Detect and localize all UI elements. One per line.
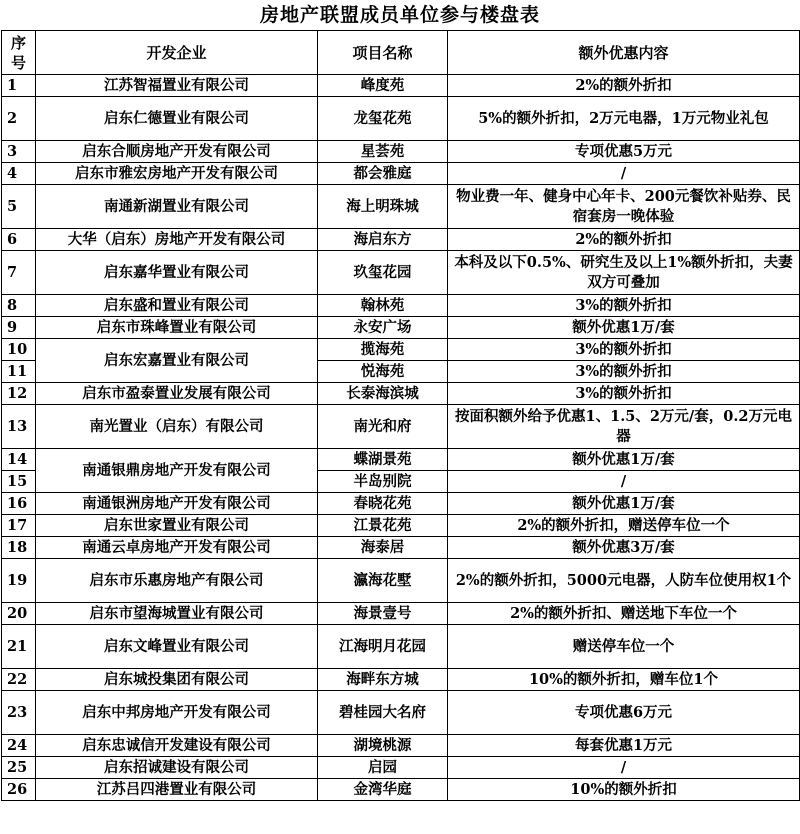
offer-cell: 2%的额外折扣，5000元电器，人防车位使用权1个 xyxy=(448,559,800,603)
offer-cell: 3%的额外折扣 xyxy=(448,295,800,317)
offer-cell: 额外优惠1万/套 xyxy=(448,493,800,515)
offer-cell: 5%的额外折扣，2万元电器，1万元物业礼包 xyxy=(448,97,800,141)
row-number: 15 xyxy=(2,471,36,493)
developer-cell: 启东宏嘉置业有限公司 xyxy=(36,339,318,383)
row-number: 7 xyxy=(2,251,36,295)
row-number: 12 xyxy=(2,383,36,405)
row-number: 3 xyxy=(2,141,36,163)
project-cell: 海泰居 xyxy=(318,537,448,559)
developer-cell: 启东市雅宏房地产开发有限公司 xyxy=(36,163,318,185)
table-header-row xyxy=(2,31,800,75)
table-row xyxy=(2,295,800,317)
developer-cell: 启东世家置业有限公司 xyxy=(36,515,318,537)
developer-cell: 南通银鼎房地产开发有限公司 xyxy=(36,449,318,493)
offer-cell: / xyxy=(448,757,800,779)
developer-cell: 启东市望海城置业有限公司 xyxy=(36,603,318,625)
row-number: 9 xyxy=(2,317,36,339)
developer-cell: 南通新湖置业有限公司 xyxy=(36,185,318,229)
developer-cell: 启东仁德置业有限公司 xyxy=(36,97,318,141)
row-number: 5 xyxy=(2,185,36,229)
developer-cell: 启东招诚建设有限公司 xyxy=(36,757,318,779)
row-number: 25 xyxy=(2,757,36,779)
header-no: 序号 xyxy=(2,31,36,75)
row-number: 20 xyxy=(2,603,36,625)
offer-cell: 每套优惠1万元 xyxy=(448,735,800,757)
offer-cell: 赠送停车位一个 xyxy=(448,625,800,669)
header-offer: 额外优惠内容 xyxy=(448,31,800,75)
row-number: 10 xyxy=(2,339,36,361)
row-number: 18 xyxy=(2,537,36,559)
project-cell: 峰度苑 xyxy=(318,75,448,97)
table-row xyxy=(2,75,800,97)
project-cell: 启园 xyxy=(318,757,448,779)
offer-cell: / xyxy=(448,471,800,493)
developer-cell: 大华（启东）房地产开发有限公司 xyxy=(36,229,318,251)
row-number: 8 xyxy=(2,295,36,317)
table-row xyxy=(2,449,800,471)
table-row xyxy=(2,625,800,669)
developer-cell: 启东忠诚信开发建设有限公司 xyxy=(36,735,318,757)
project-cell: 蝶湖景苑 xyxy=(318,449,448,471)
offer-cell: 3%的额外折扣 xyxy=(448,361,800,383)
table-row xyxy=(2,493,800,515)
developer-cell: 南通云卓房地产开发有限公司 xyxy=(36,537,318,559)
developer-cell: 启东城投集团有限公司 xyxy=(36,669,318,691)
project-cell: 海上明珠城 xyxy=(318,185,448,229)
table-row xyxy=(2,141,800,163)
offer-cell: 2%的额外折扣 xyxy=(448,229,800,251)
row-number: 21 xyxy=(2,625,36,669)
project-cell: 碧桂园大名府 xyxy=(318,691,448,735)
project-cell: 江海明月花园 xyxy=(318,625,448,669)
row-number: 17 xyxy=(2,515,36,537)
offer-cell: 额外优惠3万/套 xyxy=(448,537,800,559)
developer-cell: 江苏智福置业有限公司 xyxy=(36,75,318,97)
table-row xyxy=(2,603,800,625)
project-cell: 星荟苑 xyxy=(318,141,448,163)
project-cell: 翰林苑 xyxy=(318,295,448,317)
developer-cell: 启东盛和置业有限公司 xyxy=(36,295,318,317)
offer-cell: 专项优惠5万元 xyxy=(448,141,800,163)
row-number: 2 xyxy=(2,97,36,141)
project-cell: 悦海苑 xyxy=(318,361,448,383)
offer-cell: 按面积额外给予优惠1、1.5、2万元/套，0.2万元电器 xyxy=(448,405,800,449)
row-number: 11 xyxy=(2,361,36,383)
project-table xyxy=(1,30,800,801)
project-cell: 玖玺花园 xyxy=(318,251,448,295)
offer-cell: 本科及以下0.5%、研究生及以上1%额外折扣，夫妻双方可叠加 xyxy=(448,251,800,295)
header-developer: 开发企业 xyxy=(36,31,318,75)
project-cell: 南光和府 xyxy=(318,405,448,449)
table-row xyxy=(2,163,800,185)
developer-cell: 启东市乐惠房地产有限公司 xyxy=(36,559,318,603)
table-row xyxy=(2,691,800,735)
developer-cell: 启东市珠峰置业有限公司 xyxy=(36,317,318,339)
developer-cell: 启东市盈泰置业发展有限公司 xyxy=(36,383,318,405)
developer-cell: 启东中邦房地产开发有限公司 xyxy=(36,691,318,735)
page-title: 房地产联盟成员单位参与楼盘表 xyxy=(259,4,540,26)
table-row xyxy=(2,251,800,295)
developer-cell: 江苏吕四港置业有限公司 xyxy=(36,779,318,801)
project-cell: 龙玺花苑 xyxy=(318,97,448,141)
row-number: 22 xyxy=(2,669,36,691)
project-cell: 都会雅庭 xyxy=(318,163,448,185)
offer-cell: 额外优惠1万/套 xyxy=(448,317,800,339)
offer-cell: 物业费一年、健身中心年卡、200元餐饮补贴券、民宿套房一晚体验 xyxy=(448,185,800,229)
row-number: 13 xyxy=(2,405,36,449)
developer-cell: 启东嘉华置业有限公司 xyxy=(36,251,318,295)
row-number: 19 xyxy=(2,559,36,603)
offer-cell: 10%的额外折扣，赠车位1个 xyxy=(448,669,800,691)
table-row xyxy=(2,185,800,229)
project-cell: 瀛海花墅 xyxy=(318,559,448,603)
project-cell: 长泰海滨城 xyxy=(318,383,448,405)
table-row xyxy=(2,515,800,537)
row-number: 4 xyxy=(2,163,36,185)
row-number: 1 xyxy=(2,75,36,97)
table-row xyxy=(2,757,800,779)
table-row xyxy=(2,735,800,757)
project-cell: 海景壹号 xyxy=(318,603,448,625)
project-cell: 海畔东方城 xyxy=(318,669,448,691)
table-row xyxy=(2,383,800,405)
project-cell: 永安广场 xyxy=(318,317,448,339)
row-number: 16 xyxy=(2,493,36,515)
offer-cell: 3%的额外折扣 xyxy=(448,339,800,361)
offer-cell: 2%的额外折扣、赠送地下车位一个 xyxy=(448,603,800,625)
offer-cell: 额外优惠1万/套 xyxy=(448,449,800,471)
offer-cell: / xyxy=(448,163,800,185)
developer-cell: 南通银洲房地产开发有限公司 xyxy=(36,493,318,515)
offer-cell: 10%的额外折扣 xyxy=(448,779,800,801)
table-row xyxy=(2,97,800,141)
row-number: 23 xyxy=(2,691,36,735)
table-row xyxy=(2,779,800,801)
table-row xyxy=(2,537,800,559)
table-row xyxy=(2,405,800,449)
table-body xyxy=(2,75,800,801)
offer-cell: 2%的额外折扣，赠送停车位一个 xyxy=(448,515,800,537)
project-cell: 江景花苑 xyxy=(318,515,448,537)
table-row xyxy=(2,559,800,603)
table-row xyxy=(2,317,800,339)
row-number: 24 xyxy=(2,735,36,757)
offer-cell: 专项优惠6万元 xyxy=(448,691,800,735)
project-cell: 半岛别院 xyxy=(318,471,448,493)
project-cell: 湖境桃源 xyxy=(318,735,448,757)
developer-cell: 南光置业（启东）有限公司 xyxy=(36,405,318,449)
developer-cell: 启东文峰置业有限公司 xyxy=(36,625,318,669)
offer-cell: 3%的额外折扣 xyxy=(448,383,800,405)
row-number: 6 xyxy=(2,229,36,251)
header-project: 项目名称 xyxy=(318,31,448,75)
project-cell: 金湾华庭 xyxy=(318,779,448,801)
row-number: 26 xyxy=(2,779,36,801)
developer-cell: 启东合顺房地产开发有限公司 xyxy=(36,141,318,163)
row-number: 14 xyxy=(2,449,36,471)
offer-cell: 2%的额外折扣 xyxy=(448,75,800,97)
project-cell: 揽海苑 xyxy=(318,339,448,361)
table-row xyxy=(2,229,800,251)
project-cell: 春晓花苑 xyxy=(318,493,448,515)
table-row xyxy=(2,669,800,691)
table-row xyxy=(2,339,800,361)
project-cell: 海启东方 xyxy=(318,229,448,251)
